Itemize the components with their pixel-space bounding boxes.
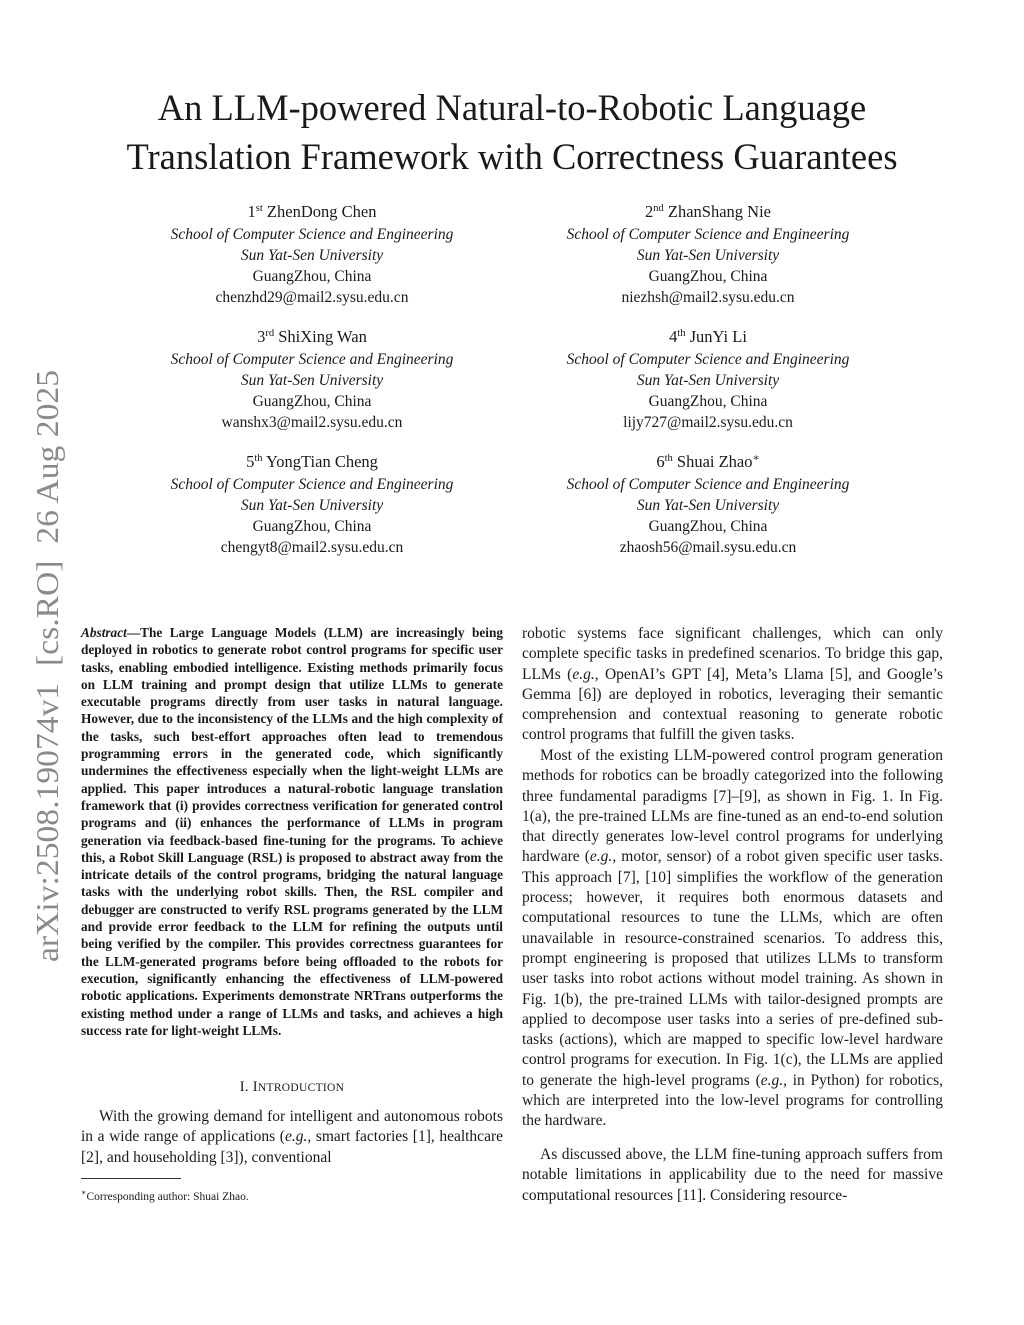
author-university: Sun Yat-Sen University	[240, 372, 384, 389]
author-department: School of Computer Science and Engineering	[170, 476, 454, 493]
author-university: Sun Yat-Sen University	[636, 247, 780, 264]
section-number: I.	[239, 1079, 249, 1095]
author-block-1	[142, 200, 482, 308]
author-ordinal: 4	[669, 327, 678, 346]
text-run: With the growing demand for intelligent and autonomous robots in a wide range of applications (	[81, 1108, 503, 1146]
corresponding-author-mark: ∗	[752, 453, 760, 464]
author-university: Sun Yat-Sen University	[636, 372, 780, 389]
author-ordinal: 1	[247, 202, 256, 221]
author-ordinal: 3	[257, 327, 266, 346]
text-run-italic: e.g.	[589, 848, 613, 866]
abstract	[81, 624, 503, 1039]
author-name-line	[142, 450, 482, 474]
author-location: GuangZhou, China	[648, 393, 768, 410]
author-name: ZhanShang Nie	[667, 202, 771, 221]
author-ordinal-suffix: th	[254, 453, 263, 464]
footnote-text: Corresponding author: Shuai Zhao.	[86, 1190, 249, 1203]
author-email: zhaosh56@mail.sysu.edu.cn	[619, 539, 797, 556]
text-run-italic: e.g.	[572, 665, 595, 683]
paper-title-line-1: An LLM-powered Natural-to-Robotic Language	[157, 87, 867, 128]
author-location: GuangZhou, China	[252, 518, 372, 535]
footnote-rule	[81, 1178, 181, 1179]
section-title-initial: I	[252, 1079, 258, 1095]
author-location: GuangZhou, China	[252, 393, 372, 410]
section-title-rest: NTRODUCTION	[257, 1082, 345, 1094]
text-run: robotic systems face significant challenges, which can only complete specific tasks in predefined scenarios. To bridge this gap, LLMs (	[522, 625, 943, 683]
text-run: , smart factories [1], healthcare [2], and householding [3]), conventional	[81, 1128, 503, 1166]
section-heading-introduction	[81, 1078, 503, 1097]
author-name: Shuai Zhao	[676, 452, 753, 471]
text-run: Most of the existing LLM-powered control program generation methods for robotics can be broadly categorized into the following three fundamental paradigms [7]–[9], as shown in Fig. 1. In Fig. 1(a), the pre-trained LLMs are fine-tuned as an end-to-end solution that directly generates low-level control programs for underlying hardware (	[522, 747, 943, 866]
author-name: ShiXing Wan	[278, 327, 367, 346]
author-ordinal: 6	[656, 452, 665, 471]
author-name-line	[538, 325, 878, 349]
author-ordinal-suffix: th	[664, 453, 673, 464]
footnote-mark: ∗	[81, 1188, 87, 1197]
author-location: GuangZhou, China	[252, 268, 372, 285]
author-name: ZhenDong Chen	[266, 202, 377, 221]
author-block-6	[538, 450, 878, 558]
author-ordinal-suffix: th	[677, 328, 686, 339]
arxiv-identifier-text: arXiv:2508.19074v1 [cs.RO] 26 Aug 2025	[29, 398, 65, 962]
author-department: School of Computer Science and Engineering	[170, 226, 454, 243]
author-name-line	[538, 450, 878, 474]
text-run: As discussed above, the LLM fine-tuning approach suffers from notable limitations in applicability due to the need for massive computational resources [11]. Considering resource-	[522, 1146, 943, 1204]
author-block-5	[142, 450, 482, 558]
author-name: YongTian Cheng	[266, 452, 378, 471]
intro-paragraph-1-continued	[522, 624, 943, 746]
author-block-3	[142, 325, 482, 433]
author-university: Sun Yat-Sen University	[636, 497, 780, 514]
abstract-label: Abstract	[81, 625, 127, 640]
footnote	[81, 1185, 503, 1205]
author-department: School of Computer Science and Engineering	[170, 351, 454, 368]
intro-paragraph-2	[522, 746, 943, 1132]
intro-paragraph-1	[81, 1107, 503, 1168]
author-email: lijy727@mail2.sysu.edu.cn	[623, 414, 793, 431]
author-name: JunYi Li	[689, 327, 747, 346]
author-department: School of Computer Science and Engineering	[566, 476, 850, 493]
paper-title	[40, 83, 984, 181]
text-run: , in Python) for robotics, which are interpreted into the low-level programs for controlling the hardware.	[522, 1071, 943, 1130]
author-ordinal: 5	[246, 452, 255, 471]
author-ordinal-suffix: rd	[265, 328, 275, 339]
author-university: Sun Yat-Sen University	[240, 497, 384, 514]
author-department: School of Computer Science and Engineering	[566, 226, 850, 243]
author-email: chengyt8@mail2.sysu.edu.cn	[220, 539, 404, 556]
intro-paragraph-3	[522, 1145, 943, 1206]
author-university: Sun Yat-Sen University	[240, 247, 384, 264]
author-email: wanshx3@mail2.sysu.edu.cn	[221, 414, 403, 431]
abstract-text: The Large Language Models (LLM) are increasingly being deployed in robotics to generate robot control programs for specific user tasks, enabling embodied intelligence. Existing methods primarily focus on LLM training and prompt design that utilize LLMs to generate executable programs directly from user tasks in natural language. However, due to the inconsistency of the LLMs and the high complexity of the tasks, such best-effort approaches often lead to tremendous programming errors in the generated code, which significantly undermines the effectiveness especially when the light-weight LLMs are applied. This paper introduces a natural-robotic language translation framework that (i) provides correctness verification for generated control programs and (ii) enhances the performance of LLMs in program generation via feedback-based fine-tuning for the programs. To achieve this, a Robot Skill Language (RSL) is proposed to abstract away from the intricate details of the control programs, bridging the natural language tasks with the underlying robot skills. Then, the RSL compiler and debugger are constructed to verify RSL programs generated by the LLM and provide error feedback to the LLM for refining the outputs until being verified by the compiler. This provides correctness guarantees for the LLM-generated programs before being offloaded to the robots for execution, significantly enhancing the effectiveness of LLM-powered robotic applications. Experiments demonstrate NRTrans outperforms the existing method under a range of LLMs and tasks, and achieves a high success rate for light-weight LLMs.	[81, 625, 503, 1038]
author-email: niezhsh@mail2.sysu.edu.cn	[621, 289, 795, 306]
author-department: School of Computer Science and Engineering	[566, 351, 850, 368]
text-run-italic: e.g.	[284, 1128, 308, 1146]
paper-title-line-2: Translation Framework with Correctness Guarantees	[126, 136, 898, 177]
author-name-line	[142, 325, 482, 349]
author-location: GuangZhou, China	[648, 518, 768, 535]
author-block-2	[538, 200, 878, 308]
text-run-italic: e.g.	[760, 1071, 784, 1089]
text-run: , OpenAI’s GPT [4], Meta’s Llama [5], and Google’s Gemma [6]) are deployed in robotics, leveraging their semantic comprehension and contextual reasoning to generate robotic control programs that fulfill the given tasks.	[522, 665, 943, 744]
author-ordinal-suffix: st	[255, 203, 263, 214]
author-block-4	[538, 325, 878, 433]
text-run: , motor, sensor) of a robot given specific user tasks. This approach [7], [10] simplifies the workflow of the generation process; however, it requires both enormous datasets and computational resources to tune the LLMs, which are often unavailable in resource-constrained scenarios. To address this, prompt engineering is proposed that utilizes LLMs to transform user tasks into robot actions without model training. As shown in Fig. 1(b), the pre-trained LLMs with tailor-designed prompts are applied to decompose user tasks into a series of pre-defined sub-tasks (actions), which are mapped to specific low-level hardware control programs for execution. In Fig. 1(c), the LLMs are applied to generate the high-level programs (	[522, 848, 943, 1089]
author-ordinal: 2	[645, 202, 654, 221]
author-name-line	[142, 200, 482, 224]
arxiv-identifier	[18, 368, 68, 962]
author-email: chenzhd29@mail2.sysu.edu.cn	[215, 289, 409, 306]
abstract-dash: —	[126, 625, 141, 640]
author-ordinal-suffix: nd	[653, 203, 664, 214]
author-name-line	[538, 200, 878, 224]
author-location: GuangZhou, China	[648, 268, 768, 285]
